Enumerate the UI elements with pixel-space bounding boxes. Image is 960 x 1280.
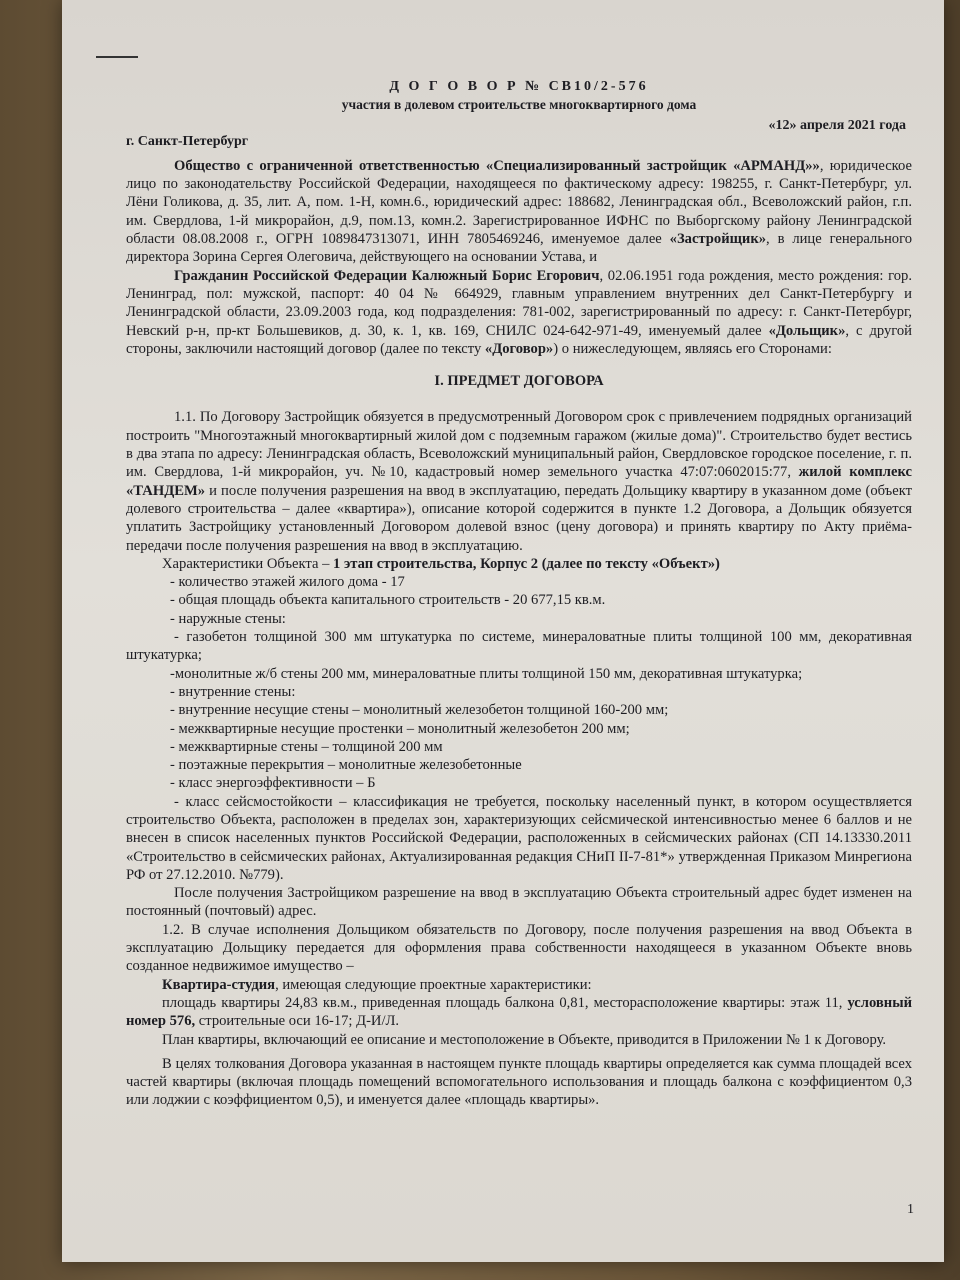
apartment-type: Квартира-студия, имеющая следующие проектные характеристики: [162,976,592,993]
list-item: - межквартирные стены – толщиной 200 мм [170,738,443,755]
party-shareholder: Гражданин Российской Федерации Калюжный Борис Егорович, 02.06.1951 года рождения, место рождения: гор. Ленинград, пол: мужской, паспорт: 40 04 № 664929, главным управлением внутренних дел Санкт-Петербургу и Ленинградской области, 23.09.2003 года, код подразделения: 781-002, зарегистрированный по адресу: г. Санкт-Петербург, Невский р-н, пр-кт Большевиков, д. 30, к. 1, кв. 169, СНИЛС 024-642-971-49, именуемый далее «Дольщик», с другой стороны, заключили настоящий договор (далее по тексту «Договор») о нижеследующем, являясь его Сторонами: [126,267,913,357]
apartment-area: площадь квартиры 24,83 кв.м., приведенная площадь балкона 0,81, месторасположение квартиры: этаж 11, условный номер 576, строительные оси 16-17; Д-И/Л. [126,994,912,1030]
apartment-plan-note: План квартиры, включающий ее описание и местоположение в Объекте, приводится в Приложении № 1 к Договору. [162,1031,887,1048]
list-item: - общая площадь объекта капитального строительств - 20 677,15 кв.м. [170,592,606,609]
document-page [62,0,944,1262]
staple-mark [96,56,138,58]
clause-1-2: 1.2. В случае исполнения Дольщиком обязательств по Договору, после получения разрешения на ввод Объекта в эксплуатацию Дольщику передается для оформления права собственности находящееся в указанном Объекте вновь созданное недвижимое имущество – [126,921,912,975]
place-date-row [126,117,912,151]
object-characteristics: Характеристики Объекта – 1 этап строительства, Корпус 2 (далее по тексту «Объект») [162,555,720,572]
address-change-note: После получения Застройщиком разрешение на ввод в эксплуатацию Объекта строительный адрес будет изменен на постоянный (почтовый) адрес. [126,885,912,920]
contract-subtitle: участия в долевом строительстве многоквартирного дома [341,97,697,113]
seismic-class: - класс сейсмостойкости – классификация не требуется, поскольку населенный пункт, в котором осуществляется строительство Объекта, расположен в пределах зон, характеризующих сейсмической интенсивностью менее 6 баллов и не внесен в список населенных пунктов Российской Федерации, расположенных в сейсмических районах (СП 14.13330.2011 «Строительство в сейсмических районах, Актуализированная редакция СНиП II-7-81*» утвержденная Приказом Минрегиона РФ от 27.12.2010. №779). [126,793,912,883]
list-item: - газобетон толщиной 300 мм штукатурка по системе, минераловатные плиты толщиной 100 мм, декоративная штукатурка; [126,629,912,664]
section-heading: I. ПРЕДМЕТ ДОГОВОРА [434,373,604,390]
list-item: - поэтажные перекрытия – монолитные железобетонные [170,757,522,774]
contract-title: Д О Г О В О Р № СВ10/2-576 [389,79,649,94]
list-item: -монолитные ж/б стены 200 мм, минераловатные плиты толщиной 150 мм, декоративная штукатурка; [170,665,803,682]
list-item: - внутренние несущие стены – монолитный железобетон толщиной 160-200 мм; [170,702,669,719]
page-number: 1 [907,1202,914,1217]
list-item: - внутренние стены: [170,683,296,700]
contract-date: «12» апреля 2021 года [768,117,906,133]
party-developer: Общество с ограниченной ответственностью «Специализированный застройщик «АРМАНД»», юридическое лицо по законодательству Российской Федерации, находящееся по фактическому адресу: 198255, г. Санкт-Петербург, ул. Лёни Голикова, д. 35, лит. А, пом. 1-Н, комн.6., юридический адрес: 188682, Ленинградская обл., Всеволожский район, г.п. им. Свердлова, 1-й микрорайон, д.9, пом.13, комн.2. Зарегистрированное ИФНС по Выборгскому району Ленинградской области 08.08.2008 г., ОГРН 1089847313071, ИНН 7805469246, именуемое далее «Застройщик», в лице генерального директора Зорина Сергея Олеговича, действующего на основании Устава, и [126,157,912,266]
clause-1-1: 1.1. По Договору Застройщик обязуется в предусмотренный Договором срок с привлечением подрядных организаций построить "Многоэтажный многоквартирный жилой дом с подземным гаражом (жилые дома)". Строительство будет вестись в два этапа по адресу: Ленинградская область, Всеволожский муниципальный район, Свердловское городское поселение, г. п. им. Свердлова, 1-й микрорайон, уч. №10, кадастровый номер земельного участка 47:07:0602015:77, жилой комплекс «ТАНДЕМ» и после получения разрешения на ввод в эксплуатацию, передать Дольщику квартиру в указанном доме (объект долевого строительства – далее «квартира»), описание которой содержится в пункте 1.2 Договора, а Дольщик обязуется уплатить Застройщику установленный Договором долевой взнос (цену договора) и принять квартиру по Акту приёма-передачи после получения разрешения на ввод в эксплуатацию. [126,409,912,554]
list-item: - наружные стены: [170,610,286,627]
list-item: - количество этажей жилого дома - 17 [170,574,405,591]
document-body [126,72,912,1110]
list-item: - класс энергоэффективности – Б [170,775,376,792]
city: г. Санкт-Петербург [126,133,249,149]
area-interpretation: В целях толкования Договора указанная в настоящем пункте площадь квартиры определяется как сумма площадей всех частей квартиры (включая площадь помещений вспомогательного использования и площадь балкона с коэффициентом 0,3 или лоджии с коэффициентом 0,5), и именуется далее «площадь квартиры». [126,1055,912,1109]
list-item: - межквартирные несущие простенки – монолитный железобетон 200 мм; [170,720,630,737]
